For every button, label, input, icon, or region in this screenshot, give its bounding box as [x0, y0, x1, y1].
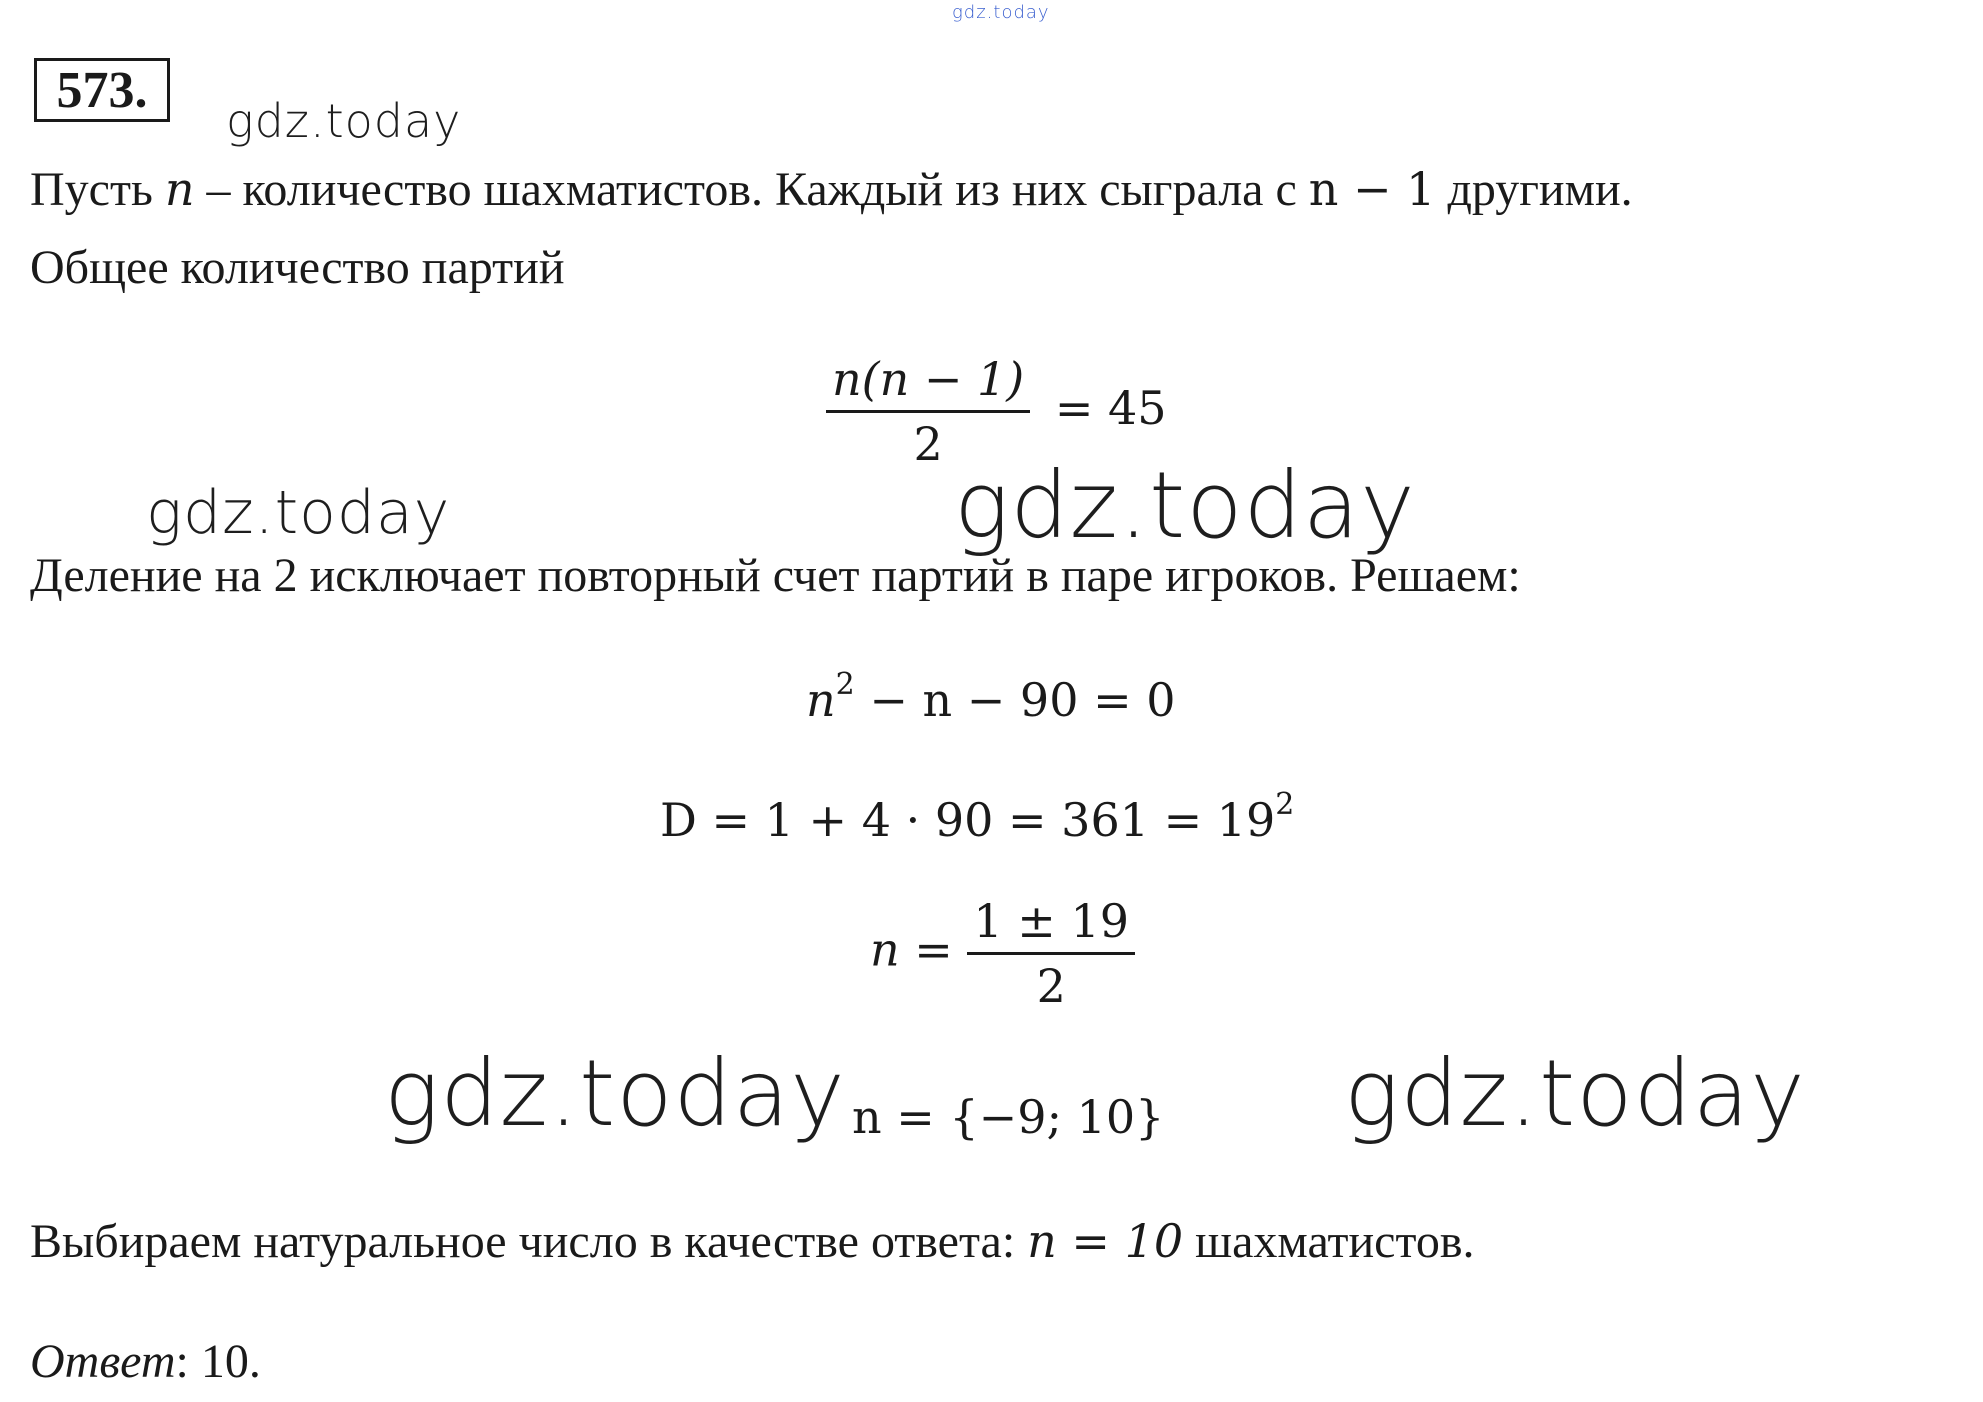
eq1-numerator: n(n − 1) — [832, 352, 1025, 406]
p4-expr: n = 10 — [1027, 1214, 1184, 1268]
watermark-top: gdz.today — [952, 2, 1050, 23]
answer-label: Ответ — [30, 1335, 176, 1388]
watermark-bottom-left: gdz.today — [384, 1040, 846, 1147]
eq2-base: n — [806, 673, 836, 727]
p1-var-n: n — [164, 162, 195, 216]
p4-text-a: Выбираем натуральное число в качестве ответа: — [30, 1215, 1028, 1268]
eq4-fraction — [967, 894, 1135, 1013]
paragraph-2: Общее количество партий — [30, 241, 565, 294]
equation-2 — [806, 667, 1176, 727]
equation-4 — [870, 894, 1135, 1013]
paragraph-3: Деление на 2 исключает повторный счет партий в паре игроков. Решаем: — [30, 549, 1521, 602]
watermark-mid-right: gdz.today — [954, 452, 1416, 559]
eq4-lhs: n = — [870, 922, 968, 977]
paragraph-1 — [30, 162, 1633, 216]
eq4-numerator: 1 ± 19 — [973, 894, 1130, 948]
answer-line — [30, 1335, 261, 1388]
eq1-denominator: 2 — [913, 417, 943, 471]
eq1-rhs: = 45 — [1054, 380, 1167, 435]
p1-expr: n − 1 — [1308, 162, 1436, 216]
watermark-mid-left: gdz.today — [146, 478, 451, 548]
watermark-header: gdz.today — [226, 94, 462, 148]
p1-text-a: Пусть — [30, 163, 165, 216]
watermark-bottom-right: gdz.today — [1344, 1040, 1806, 1147]
equation-1 — [826, 352, 1167, 471]
p1-text-c: другими. — [1435, 163, 1633, 216]
eq3-lhs: D = 1 + 4 · 90 = 361 = 19 — [660, 793, 1276, 847]
problem-number: 573. — [34, 58, 170, 122]
eq3-exponent: 2 — [1275, 787, 1295, 822]
p1-text-b: – количество шахматистов. Каждый из них сыграла с — [194, 163, 1309, 216]
equation-3 — [660, 787, 1295, 847]
eq1-fraction — [826, 352, 1030, 471]
eq4-denominator: 2 — [1036, 959, 1066, 1013]
answer-value: : 10. — [175, 1335, 261, 1388]
equation-5: n = {−9; 10} — [852, 1090, 1165, 1144]
paragraph-4 — [30, 1214, 1475, 1268]
p4-text-b: шахматистов. — [1183, 1215, 1475, 1268]
eq2-rest: − n − 90 = 0 — [854, 673, 1176, 727]
eq2-exponent: 2 — [835, 667, 855, 702]
